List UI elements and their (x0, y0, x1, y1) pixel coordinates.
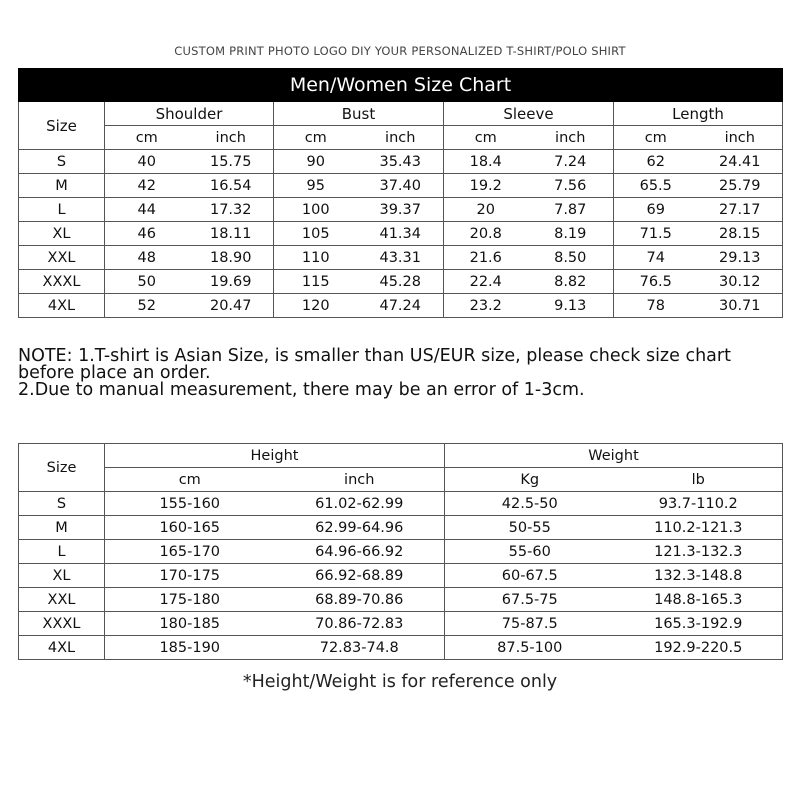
size-cell: XXXL (19, 270, 105, 294)
note-line-3: 2.Due to manual measurement, there may be an error of 1-3cm. (18, 380, 585, 400)
table-cell: 21.6 (444, 246, 528, 270)
sleeve-header: Sleeve (444, 102, 614, 126)
table-cell: 40 (105, 150, 189, 174)
table-cell: 95 (274, 174, 358, 198)
size-cell: 4XL (19, 294, 105, 318)
table-cell: 64.96-66.92 (275, 540, 445, 564)
unit-cm: cm (274, 126, 358, 150)
table-cell: 75-87.5 (445, 612, 615, 636)
table-cell: 23.2 (444, 294, 528, 318)
table-cell: 20.47 (189, 294, 274, 318)
table-cell: 120 (274, 294, 358, 318)
table-cell: 165-170 (105, 540, 275, 564)
table-cell: 47.24 (358, 294, 444, 318)
table-cell: 78 (614, 294, 698, 318)
table-cell: 28.15 (698, 222, 783, 246)
size-cell: M (19, 174, 105, 198)
unit-cm: cm (614, 126, 698, 150)
table-cell: 70.86-72.83 (275, 612, 445, 636)
table-cell: 71.5 (614, 222, 698, 246)
table-cell: 29.13 (698, 246, 783, 270)
weight-header: Weight (445, 444, 783, 468)
table-cell: 35.43 (358, 150, 444, 174)
table-cell: 43.31 (358, 246, 444, 270)
table-cell: 115 (274, 270, 358, 294)
table-cell: 27.17 (698, 198, 783, 222)
table-cell: 132.3-148.8 (615, 564, 783, 588)
table-cell: 41.34 (358, 222, 444, 246)
size-cell: S (19, 150, 105, 174)
table-cell: 110.2-121.3 (615, 516, 783, 540)
table-cell: 7.56 (528, 174, 614, 198)
table-cell: 48 (105, 246, 189, 270)
table-cell: 62.99-64.96 (275, 516, 445, 540)
size-notes (18, 348, 788, 399)
table-row (19, 612, 783, 636)
table-cell: 148.8-165.3 (615, 588, 783, 612)
table-cell: 67.5-75 (445, 588, 615, 612)
unit-inch: inch (698, 126, 783, 150)
table-cell: 61.02-62.99 (275, 492, 445, 516)
size-cell: XL (19, 564, 105, 588)
table-cell: 30.12 (698, 270, 783, 294)
table-cell: 20 (444, 198, 528, 222)
table-cell: 50-55 (445, 516, 615, 540)
table-row (19, 492, 783, 516)
table-row (19, 222, 783, 246)
table-cell: 76.5 (614, 270, 698, 294)
size-cell: XXL (19, 246, 105, 270)
size-chart-table (18, 68, 783, 318)
table-row (19, 636, 783, 660)
table-cell: 9.13 (528, 294, 614, 318)
size-chart-banner: Men/Women Size Chart (19, 69, 783, 102)
table-cell: 7.87 (528, 198, 614, 222)
table-cell: 121.3-132.3 (615, 540, 783, 564)
table-cell: 42 (105, 174, 189, 198)
table-cell: 18.11 (189, 222, 274, 246)
table-cell: 65.5 (614, 174, 698, 198)
table-cell: 50 (105, 270, 189, 294)
table-cell: 8.19 (528, 222, 614, 246)
table-cell: 165.3-192.9 (615, 612, 783, 636)
size-cell: S (19, 492, 105, 516)
table-cell: 90 (274, 150, 358, 174)
table-row (19, 516, 783, 540)
table-cell: 52 (105, 294, 189, 318)
table-cell: 7.24 (528, 150, 614, 174)
unit-inch: inch (189, 126, 274, 150)
table-row (19, 294, 783, 318)
table-cell: 42.5-50 (445, 492, 615, 516)
footnote: *Height/Weight is for reference only (242, 672, 558, 692)
table-cell: 72.83-74.8 (275, 636, 445, 660)
table-cell: 192.9-220.5 (615, 636, 783, 660)
bust-header: Bust (274, 102, 444, 126)
table-cell: 180-185 (105, 612, 275, 636)
table-cell: 55-60 (445, 540, 615, 564)
table-cell: 25.79 (698, 174, 783, 198)
size-cell: M (19, 516, 105, 540)
table-cell: 74 (614, 246, 698, 270)
table-cell: 18.4 (444, 150, 528, 174)
table-cell: 60-67.5 (445, 564, 615, 588)
shoulder-header: Shoulder (105, 102, 274, 126)
unit-cm: cm (444, 126, 528, 150)
table-cell: 62 (614, 150, 698, 174)
table-cell: 45.28 (358, 270, 444, 294)
unit-kg: Kg (445, 468, 615, 492)
table-row (19, 588, 783, 612)
table-cell: 160-165 (105, 516, 275, 540)
height-header: Height (105, 444, 445, 468)
table-cell: 15.75 (189, 150, 274, 174)
table-cell: 175-180 (105, 588, 275, 612)
table-cell: 155-160 (105, 492, 275, 516)
size-cell: XL (19, 222, 105, 246)
table-cell: 105 (274, 222, 358, 246)
unit-lb: lb (615, 468, 783, 492)
size-cell: L (19, 198, 105, 222)
height-weight-table (18, 443, 783, 660)
table-cell: 19.69 (189, 270, 274, 294)
table-cell: 22.4 (444, 270, 528, 294)
note-line-1: NOTE: 1.T-shirt is Asian Size, is smaller than US/EUR size, please check size chart (18, 346, 731, 366)
table-row (19, 246, 783, 270)
table-cell: 16.54 (189, 174, 274, 198)
table-row (19, 564, 783, 588)
table-row (19, 270, 783, 294)
table-row (19, 198, 783, 222)
table-row (19, 150, 783, 174)
table-cell: 66.92-68.89 (275, 564, 445, 588)
note-line-2: before place an order. (18, 363, 211, 383)
table-cell: 46 (105, 222, 189, 246)
unit-inch: inch (528, 126, 614, 150)
table-cell: 110 (274, 246, 358, 270)
table-cell: 170-175 (105, 564, 275, 588)
table-cell: 87.5-100 (445, 636, 615, 660)
table-cell: 44 (105, 198, 189, 222)
table-row (19, 540, 783, 564)
page-title: CUSTOM PRINT PHOTO LOGO DIY YOUR PERSONALIZED T-SHIRT/POLO SHIRT (174, 44, 626, 58)
table-cell: 69 (614, 198, 698, 222)
unit-inch: inch (358, 126, 444, 150)
size-cell: 4XL (19, 636, 105, 660)
table-row (19, 174, 783, 198)
size-header: Size (19, 444, 105, 492)
unit-inch: inch (275, 468, 445, 492)
table-cell: 68.89-70.86 (275, 588, 445, 612)
table-cell: 17.32 (189, 198, 274, 222)
table-cell: 39.37 (358, 198, 444, 222)
table-cell: 37.40 (358, 174, 444, 198)
table-cell: 8.82 (528, 270, 614, 294)
table-cell: 30.71 (698, 294, 783, 318)
table-cell: 185-190 (105, 636, 275, 660)
unit-cm: cm (105, 468, 275, 492)
size-cell: XXXL (19, 612, 105, 636)
size-cell: XXL (19, 588, 105, 612)
table-cell: 8.50 (528, 246, 614, 270)
table-cell: 19.2 (444, 174, 528, 198)
size-header: Size (19, 102, 105, 150)
table-cell: 93.7-110.2 (615, 492, 783, 516)
table-cell: 24.41 (698, 150, 783, 174)
table-cell: 100 (274, 198, 358, 222)
length-header: Length (614, 102, 783, 126)
table-cell: 18.90 (189, 246, 274, 270)
unit-cm: cm (105, 126, 189, 150)
table-cell: 20.8 (444, 222, 528, 246)
size-cell: L (19, 540, 105, 564)
